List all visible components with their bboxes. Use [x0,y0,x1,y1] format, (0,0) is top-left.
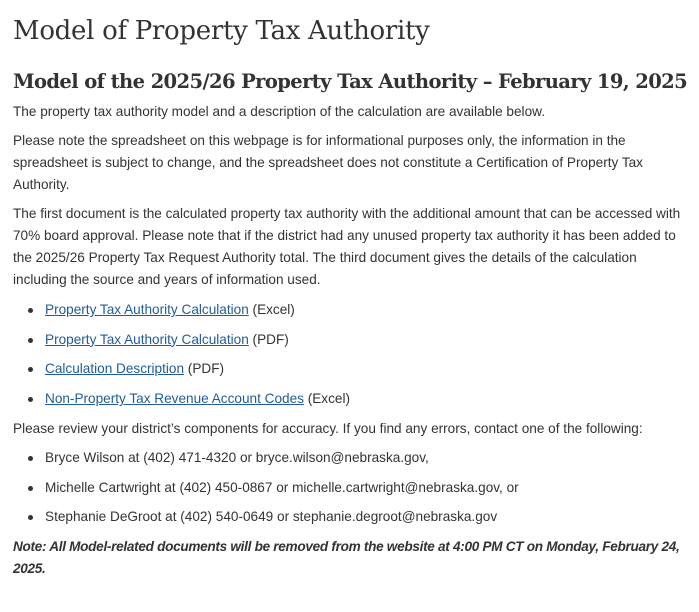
intro-paragraph: The property tax authority model and a description of the calculation are available below. [13,104,545,119]
removal-note: Note: All Model-related documents will be removed from the website at 4:00 PM CT on Monday, February 24, 2025. [13,539,680,577]
file-format-label: (Excel) [248,302,295,317]
bullet-icon [28,308,33,313]
list-item [13,358,687,380]
document-links-list [13,299,687,410]
section-heading: Model of the 2025/26 Property Tax Authority – February 19, 2025 [13,70,688,93]
bullet-icon [28,397,33,402]
list-item [13,299,687,321]
contacts-list [13,447,687,528]
bullet-icon [28,515,33,520]
list-item [13,447,687,469]
bullet-icon [28,367,33,372]
list-item [13,477,687,499]
contact-text: Bryce Wilson at (402) 471-4320 or bryce.wilson@nebraska.gov, [45,450,429,466]
link-non-property-tax-revenue-account-codes-excel[interactable]: Non-Property Tax Revenue Account Codes [45,391,304,407]
file-format-label: (PDF) [184,361,225,377]
list-item [13,329,687,351]
bullet-icon [28,456,33,461]
list-item [13,388,687,410]
bullet-icon [28,486,33,491]
review-instructions-paragraph: Please review your district’s components for accuracy. If you find any errors, contact one of the following: [13,421,643,437]
link-calculation-description-pdf[interactable]: Calculation Description [45,361,185,377]
link-property-tax-authority-calculation-pdf[interactable]: Property Tax Authority Calculation [45,331,249,347]
page-title: Model of Property Tax Authority [13,16,430,46]
file-format-label: (PDF) [248,331,289,347]
disclaimer-paragraph: Please note the spreadsheet on this webpage is for informational purposes only, the information in the spreadsheet is subject to change, and the spreadsheet does not constitute a Certification of Property Tax Authority. [13,133,643,192]
documents-description-paragraph: The first document is the calculated property tax authority with the additional amount that can be accessed with 70% board approval. Please note that if the district had any unused property tax authority it has been added to the 2025/26 Property Tax Request Authority total. The third document gives the details of the calculation including the source and years of information used. [13,206,681,287]
contact-text: Stephanie DeGroot at (402) 540-0649 or stephanie.degroot@nebraska.gov [45,509,498,525]
link-property-tax-authority-calculation-excel[interactable]: Property Tax Authority Calculation [45,302,249,317]
list-item [13,506,687,528]
file-format-label: (Excel) [303,391,351,407]
contact-text: Michelle Cartwright at (402) 450-0867 or michelle.cartwright@nebraska.gov, or [45,479,519,495]
bullet-icon [28,338,33,343]
